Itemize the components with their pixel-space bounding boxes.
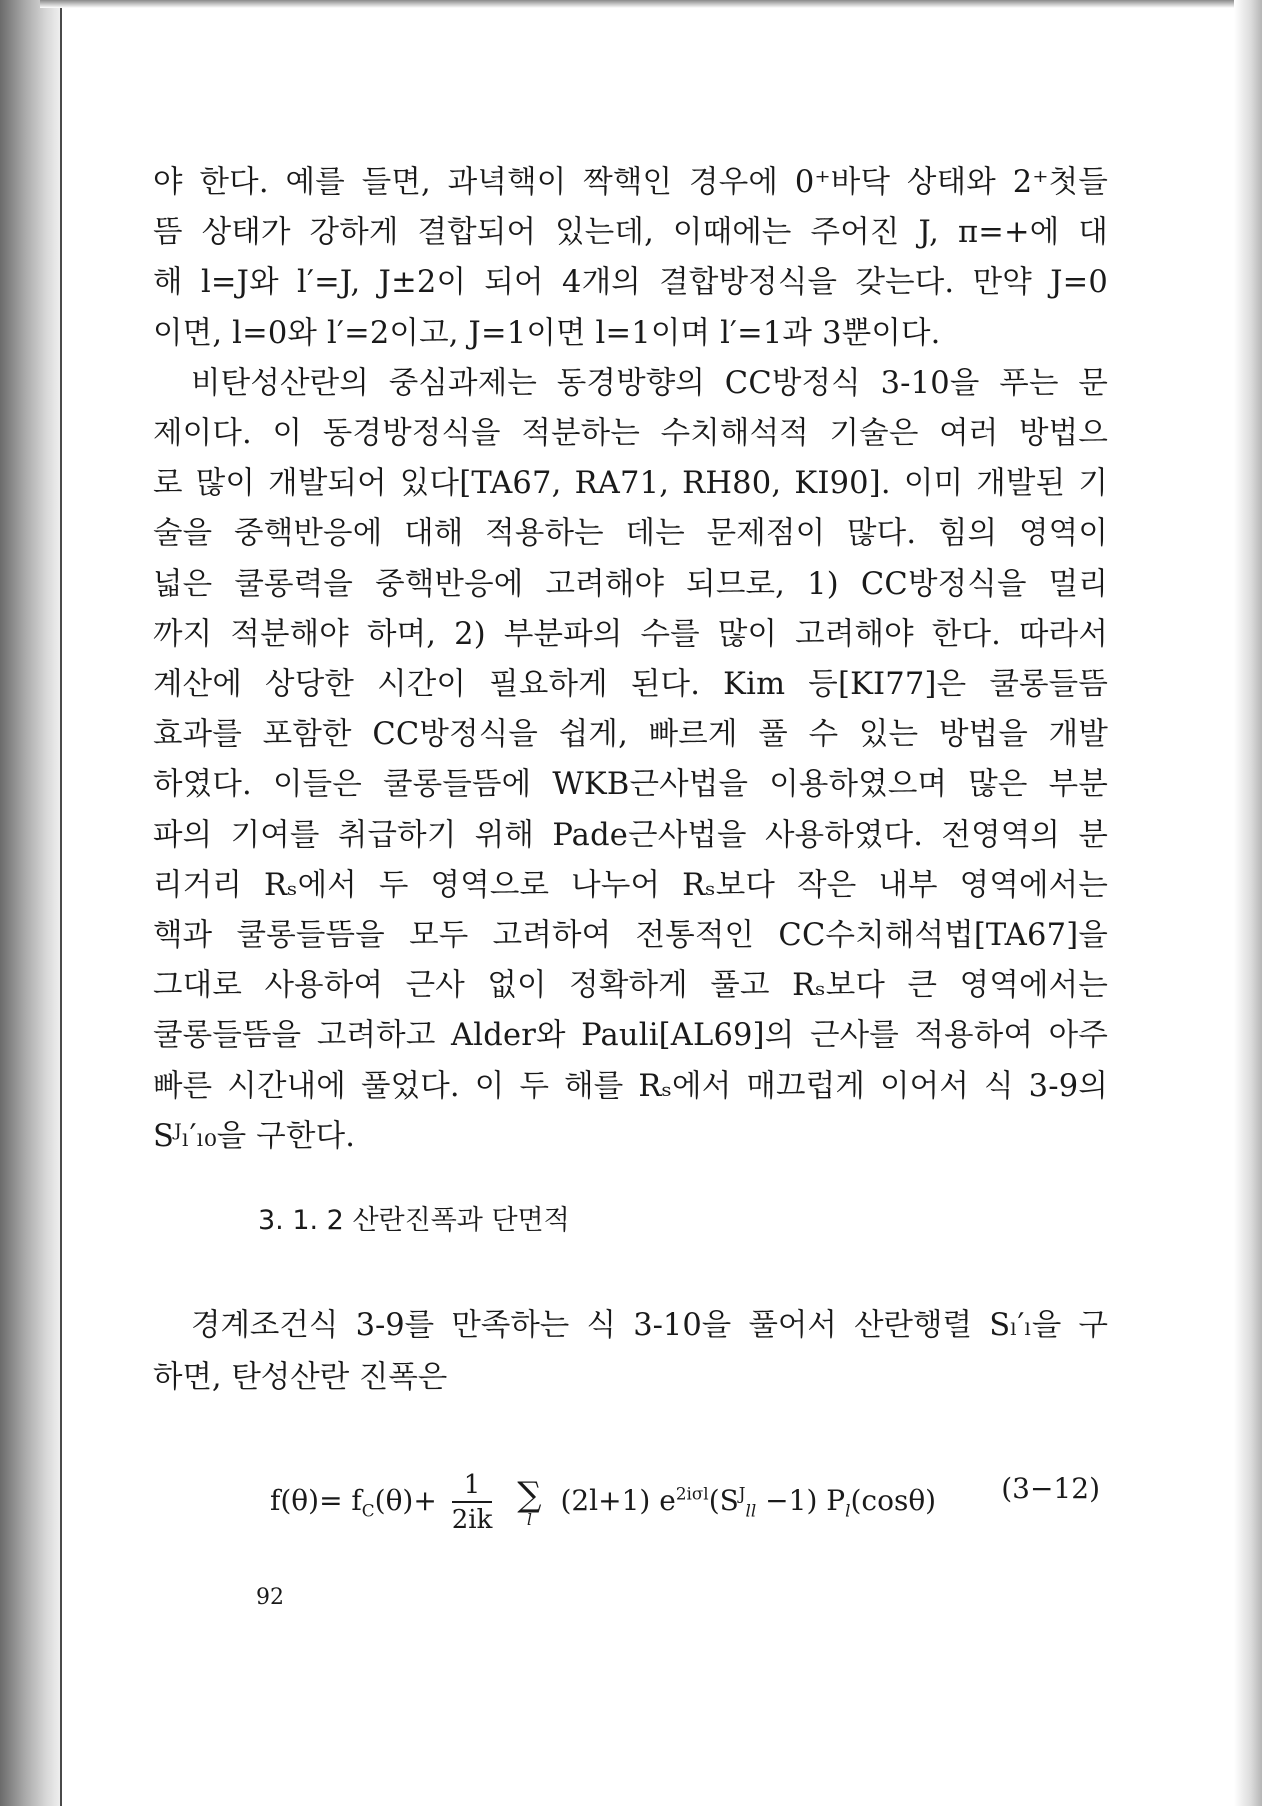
eq-term2-sup: J (738, 1483, 746, 1504)
text-line: 술을 중핵반응에 대해 적용하는 데는 문제점이 많다. 힘의 영역이 (153, 516, 1108, 552)
eq-fraction-denominator: 2ik (451, 1505, 493, 1535)
text-line: 파의 기여를 취급하기 위해 Pade근사법을 사용하였다. 전영역의 분 (153, 817, 1108, 853)
eq-term1-sup: 2iσl (675, 1483, 709, 1504)
eq-lhs-sub: C (361, 1500, 375, 1521)
eq-sum-index: l (526, 1509, 532, 1529)
body-text (153, 158, 1108, 1162)
text-line: 핵과 쿨롱들뜸을 모두 고려하여 전통적인 CC수치해석법[TA67]을 (153, 918, 1108, 954)
text-line: 이면, l=0와 l′=2이고, J=1이면 l=1이며 l′=1과 3뿐이다. (153, 315, 941, 351)
eq-fraction-numerator: 1 (452, 1472, 493, 1503)
eq-term4: (cosθ) (850, 1484, 937, 1517)
text-line: 효과를 포함한 CC방정식을 쉽게, 빠르게 풀 수 있는 방법을 개발 (153, 717, 1108, 753)
text-line: 하였다. 이들은 쿨롱들뜸에 WKB근사법을 이용하였으며 많은 부분 (153, 767, 1108, 803)
text-line: 하면, 탄성산란 진폭은 (153, 1360, 448, 1395)
text-line: 해 l=J와 l′=J, J±2이 되어 4개의 결합방정식을 갖는다. 만약 J=0 (153, 265, 1108, 301)
eq-fraction (452, 1472, 493, 1533)
eq-term3: −1) P (756, 1484, 846, 1517)
text-line: 그대로 사용하여 근사 없이 정확하게 풀고 Rₛ보다 큰 영역에서는 (153, 968, 1108, 1004)
text-line: 경계조건식 3-9를 만족하는 식 3-10을 풀어서 산란행렬 Sₗ′ₗ을 구 (191, 1308, 1108, 1343)
equation-number: (3−12) (1001, 1472, 1100, 1505)
text-line: 제이다. 이 동경방정식을 적분하는 수치해석적 기술은 여러 방법으 (153, 416, 1108, 452)
eq-term1: (2l+1) e (560, 1484, 676, 1517)
equation-body (270, 1472, 936, 1533)
text-line: 로 많이 개발되어 있다[TA67, RA71, RH80, KI90]. 이미 개발된 기 (153, 466, 1108, 502)
eq-sum (517, 1474, 542, 1529)
sum-icon: ∑ (517, 1474, 542, 1515)
page-stack-edge (1234, 0, 1262, 1806)
page-top-edge (40, 0, 1262, 8)
section-heading: 3. 1. 2 산란진폭과 단면적 (258, 1205, 570, 1236)
text-line: Sᴶₗ′ₗ₀을 구한다. (153, 1118, 356, 1154)
eq-term2-sub: ll (745, 1500, 757, 1521)
text-line: 뜸 상태가 강하게 결합되어 있는데, 이때에는 주어진 J, π=+에 대 (153, 215, 1108, 251)
eq-term2: (S (708, 1484, 739, 1517)
eq-lhs-tail: (θ)+ (374, 1484, 437, 1517)
text-line: 계산에 상당한 시간이 필요하게 된다. Kim 등[KI77]은 쿨롱들뜸 (153, 667, 1108, 703)
eq-lhs: f(θ)= f (270, 1484, 362, 1517)
page-number: 92 (256, 1585, 284, 1610)
text-line: 야 한다. 예를 들면, 과녁핵이 짝핵인 경우에 0⁺바닥 상태와 2⁺첫들 (153, 165, 1108, 200)
text-line: 쿨롱들뜸을 고려하고 Alder와 Pauli[AL69]의 근사를 적용하여 아주 (153, 1018, 1108, 1054)
text-line: 넓은 쿨롱력을 중핵반응에 고려해야 되므로, 1) CC방정식을 멀리 (153, 566, 1108, 602)
paragraph (153, 1300, 1108, 1404)
text-line: 까지 적분해야 하며, 2) 부분파의 수를 많이 고려해야 한다. 따라서 (153, 616, 1108, 652)
text-line: 빠른 시간내에 풀었다. 이 두 해를 Rₛ에서 매끄럽게 이어서 식 3-9의 (153, 1068, 1108, 1104)
equation-3-12 (270, 1452, 1100, 1535)
text-line: 비탄성산란의 중심과제는 동경방향의 CC방정식 3-10을 푸는 문 (191, 365, 1108, 401)
eq-term3-sub: l (845, 1500, 851, 1521)
text-line: 리거리 Rₛ에서 두 영역으로 나누어 Rₛ보다 작은 내부 영역에서는 (153, 867, 1108, 903)
book-spine-shadow (0, 0, 62, 1806)
